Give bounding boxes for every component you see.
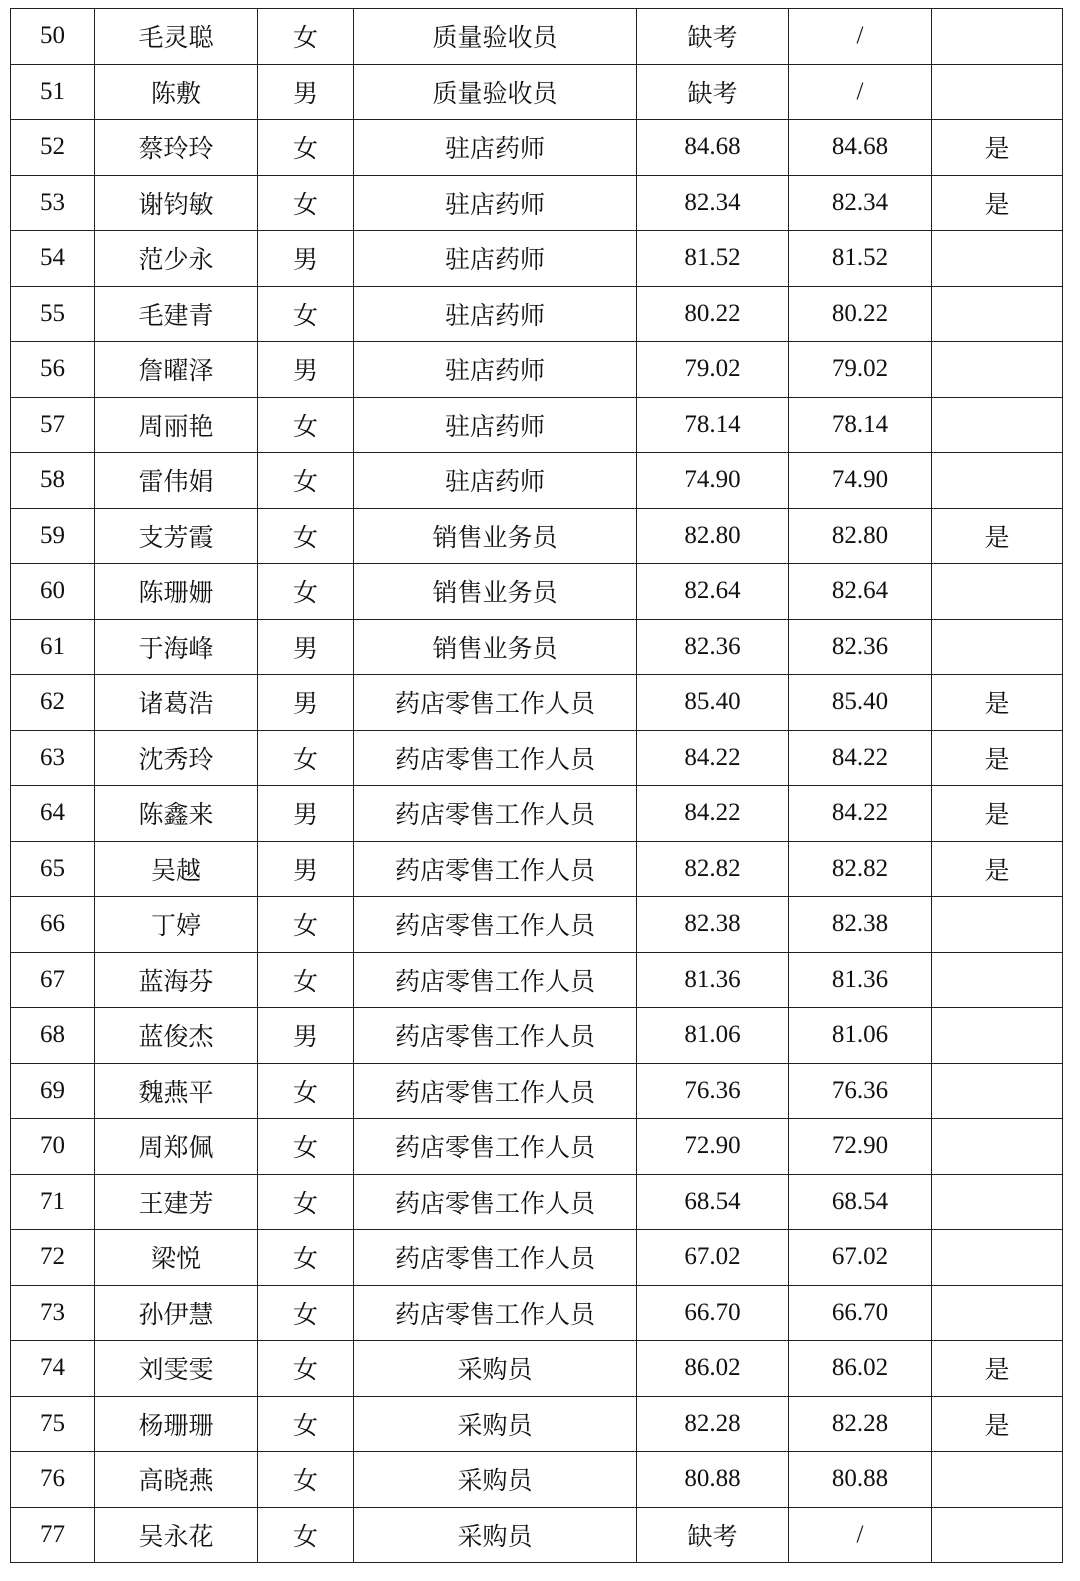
cell-name: 吴永花 xyxy=(95,1507,258,1563)
cell-position: 驻店药师 xyxy=(354,286,637,342)
cell-total-score: 79.02 xyxy=(789,342,932,398)
cell-seq-no: 69 xyxy=(11,1063,95,1119)
cell-interview-flag xyxy=(932,1285,1063,1341)
cell-seq-no: 76 xyxy=(11,1452,95,1508)
cell-position: 质量验收员 xyxy=(354,9,637,65)
cell-seq-no: 60 xyxy=(11,564,95,620)
cell-seq-no: 63 xyxy=(11,730,95,786)
cell-position: 药店零售工作人员 xyxy=(354,675,637,731)
table-row xyxy=(11,1285,1063,1341)
table-row xyxy=(11,1396,1063,1452)
cell-written-score: 79.02 xyxy=(637,342,789,398)
cell-total-score: / xyxy=(789,9,932,65)
cell-gender: 女 xyxy=(258,564,354,620)
cell-interview-flag: 是 xyxy=(932,841,1063,897)
cell-total-score: 74.90 xyxy=(789,453,932,509)
cell-written-score: 81.06 xyxy=(637,1008,789,1064)
cell-gender: 女 xyxy=(258,1452,354,1508)
cell-seq-no: 51 xyxy=(11,64,95,120)
cell-seq-no: 77 xyxy=(11,1507,95,1563)
cell-interview-flag: 是 xyxy=(932,786,1063,842)
cell-seq-no: 68 xyxy=(11,1008,95,1064)
cell-gender: 女 xyxy=(258,1285,354,1341)
cell-seq-no: 59 xyxy=(11,508,95,564)
cell-total-score: 68.54 xyxy=(789,1174,932,1230)
cell-name: 毛灵聪 xyxy=(95,9,258,65)
cell-seq-no: 70 xyxy=(11,1119,95,1175)
cell-total-score: 82.28 xyxy=(789,1396,932,1452)
cell-seq-no: 58 xyxy=(11,453,95,509)
cell-name: 蓝海芬 xyxy=(95,952,258,1008)
cell-interview-flag xyxy=(932,342,1063,398)
table-row xyxy=(11,1507,1063,1563)
table-row xyxy=(11,286,1063,342)
cell-gender: 女 xyxy=(258,1230,354,1286)
cell-gender: 女 xyxy=(258,1174,354,1230)
cell-name: 梁悦 xyxy=(95,1230,258,1286)
cell-interview-flag: 是 xyxy=(932,175,1063,231)
cell-gender: 女 xyxy=(258,1341,354,1397)
cell-total-score: / xyxy=(789,1507,932,1563)
cell-seq-no: 74 xyxy=(11,1341,95,1397)
cell-interview-flag xyxy=(932,1119,1063,1175)
cell-position: 药店零售工作人员 xyxy=(354,1119,637,1175)
cell-written-score: 84.22 xyxy=(637,730,789,786)
cell-written-score: 80.22 xyxy=(637,286,789,342)
table-row xyxy=(11,9,1063,65)
table-row xyxy=(11,730,1063,786)
cell-total-score: 82.34 xyxy=(789,175,932,231)
cell-written-score: 84.68 xyxy=(637,120,789,176)
cell-interview-flag xyxy=(932,1008,1063,1064)
cell-position: 驻店药师 xyxy=(354,231,637,287)
cell-position: 采购员 xyxy=(354,1452,637,1508)
cell-written-score: 82.38 xyxy=(637,897,789,953)
cell-written-score: 85.40 xyxy=(637,675,789,731)
table-row xyxy=(11,342,1063,398)
cell-position: 销售业务员 xyxy=(354,564,637,620)
table-row xyxy=(11,619,1063,675)
cell-seq-no: 52 xyxy=(11,120,95,176)
cell-position: 采购员 xyxy=(354,1396,637,1452)
cell-name: 陈鑫来 xyxy=(95,786,258,842)
cell-position: 驻店药师 xyxy=(354,453,637,509)
cell-seq-no: 67 xyxy=(11,952,95,1008)
cell-name: 范少永 xyxy=(95,231,258,287)
cell-seq-no: 64 xyxy=(11,786,95,842)
cell-written-score: 72.90 xyxy=(637,1119,789,1175)
cell-interview-flag xyxy=(932,897,1063,953)
cell-position: 销售业务员 xyxy=(354,508,637,564)
table-row xyxy=(11,175,1063,231)
cell-name: 丁婷 xyxy=(95,897,258,953)
cell-total-score: 85.40 xyxy=(789,675,932,731)
table-row xyxy=(11,397,1063,453)
cell-gender: 男 xyxy=(258,342,354,398)
cell-name: 于海峰 xyxy=(95,619,258,675)
cell-written-score: 66.70 xyxy=(637,1285,789,1341)
cell-seq-no: 54 xyxy=(11,231,95,287)
cell-written-score: 80.88 xyxy=(637,1452,789,1508)
table-row xyxy=(11,508,1063,564)
cell-position: 药店零售工作人员 xyxy=(354,897,637,953)
cell-seq-no: 55 xyxy=(11,286,95,342)
cell-interview-flag xyxy=(932,1507,1063,1563)
cell-total-score: 82.82 xyxy=(789,841,932,897)
cell-name: 杨珊珊 xyxy=(95,1396,258,1452)
cell-name: 支芳霞 xyxy=(95,508,258,564)
cell-name: 蔡玲玲 xyxy=(95,120,258,176)
cell-position: 药店零售工作人员 xyxy=(354,786,637,842)
cell-name: 毛建青 xyxy=(95,286,258,342)
cell-total-score: 80.22 xyxy=(789,286,932,342)
cell-name: 詹曜泽 xyxy=(95,342,258,398)
cell-position: 驻店药师 xyxy=(354,175,637,231)
cell-seq-no: 61 xyxy=(11,619,95,675)
table-row xyxy=(11,1119,1063,1175)
cell-gender: 男 xyxy=(258,675,354,731)
cell-interview-flag xyxy=(932,1452,1063,1508)
table-row xyxy=(11,1230,1063,1286)
results-table xyxy=(10,8,1063,1563)
cell-seq-no: 57 xyxy=(11,397,95,453)
table-body xyxy=(11,9,1063,1563)
cell-total-score: 81.36 xyxy=(789,952,932,1008)
cell-written-score: 78.14 xyxy=(637,397,789,453)
cell-gender: 男 xyxy=(258,1008,354,1064)
cell-written-score: 缺考 xyxy=(637,9,789,65)
cell-interview-flag xyxy=(932,619,1063,675)
cell-interview-flag xyxy=(932,952,1063,1008)
cell-position: 药店零售工作人员 xyxy=(354,1285,637,1341)
table-row xyxy=(11,64,1063,120)
cell-position: 药店零售工作人员 xyxy=(354,952,637,1008)
cell-total-score: 81.52 xyxy=(789,231,932,287)
table-row xyxy=(11,120,1063,176)
cell-name: 蓝俊杰 xyxy=(95,1008,258,1064)
cell-position: 采购员 xyxy=(354,1341,637,1397)
cell-seq-no: 53 xyxy=(11,175,95,231)
cell-seq-no: 72 xyxy=(11,1230,95,1286)
cell-name: 谢钧敏 xyxy=(95,175,258,231)
cell-total-score: 82.36 xyxy=(789,619,932,675)
cell-total-score: 86.02 xyxy=(789,1341,932,1397)
cell-position: 药店零售工作人员 xyxy=(354,841,637,897)
table-row xyxy=(11,1341,1063,1397)
cell-interview-flag xyxy=(932,1174,1063,1230)
cell-written-score: 82.64 xyxy=(637,564,789,620)
cell-position: 药店零售工作人员 xyxy=(354,1063,637,1119)
cell-written-score: 68.54 xyxy=(637,1174,789,1230)
cell-name: 雷伟娟 xyxy=(95,453,258,509)
cell-gender: 女 xyxy=(258,1396,354,1452)
cell-name: 魏燕平 xyxy=(95,1063,258,1119)
cell-seq-no: 71 xyxy=(11,1174,95,1230)
cell-written-score: 缺考 xyxy=(637,1507,789,1563)
cell-gender: 女 xyxy=(258,508,354,564)
table-row xyxy=(11,786,1063,842)
cell-position: 驻店药师 xyxy=(354,120,637,176)
cell-total-score: 84.22 xyxy=(789,730,932,786)
cell-position: 药店零售工作人员 xyxy=(354,1174,637,1230)
cell-seq-no: 56 xyxy=(11,342,95,398)
cell-name: 王建芳 xyxy=(95,1174,258,1230)
cell-gender: 女 xyxy=(258,1063,354,1119)
cell-gender: 男 xyxy=(258,231,354,287)
cell-gender: 男 xyxy=(258,64,354,120)
cell-total-score: 66.70 xyxy=(789,1285,932,1341)
cell-seq-no: 75 xyxy=(11,1396,95,1452)
cell-position: 采购员 xyxy=(354,1507,637,1563)
cell-written-score: 82.28 xyxy=(637,1396,789,1452)
cell-written-score: 67.02 xyxy=(637,1230,789,1286)
cell-gender: 女 xyxy=(258,1119,354,1175)
cell-position: 药店零售工作人员 xyxy=(354,730,637,786)
table-row xyxy=(11,675,1063,731)
cell-total-score: / xyxy=(789,64,932,120)
cell-total-score: 84.68 xyxy=(789,120,932,176)
cell-interview-flag xyxy=(932,64,1063,120)
cell-interview-flag: 是 xyxy=(932,675,1063,731)
table-row xyxy=(11,1452,1063,1508)
cell-written-score: 81.36 xyxy=(637,952,789,1008)
table-row xyxy=(11,952,1063,1008)
cell-written-score: 82.34 xyxy=(637,175,789,231)
cell-total-score: 80.88 xyxy=(789,1452,932,1508)
cell-name: 沈秀玲 xyxy=(95,730,258,786)
cell-name: 刘雯雯 xyxy=(95,1341,258,1397)
cell-total-score: 67.02 xyxy=(789,1230,932,1286)
cell-total-score: 82.80 xyxy=(789,508,932,564)
cell-written-score: 82.36 xyxy=(637,619,789,675)
table-row xyxy=(11,897,1063,953)
cell-interview-flag: 是 xyxy=(932,508,1063,564)
cell-interview-flag xyxy=(932,453,1063,509)
table-row xyxy=(11,231,1063,287)
cell-total-score: 81.06 xyxy=(789,1008,932,1064)
cell-name: 诸葛浩 xyxy=(95,675,258,731)
cell-position: 驻店药师 xyxy=(354,397,637,453)
cell-gender: 女 xyxy=(258,175,354,231)
cell-interview-flag: 是 xyxy=(932,1341,1063,1397)
cell-interview-flag xyxy=(932,397,1063,453)
cell-name: 吴越 xyxy=(95,841,258,897)
cell-position: 药店零售工作人员 xyxy=(354,1230,637,1286)
cell-gender: 女 xyxy=(258,453,354,509)
cell-written-score: 缺考 xyxy=(637,64,789,120)
cell-total-score: 84.22 xyxy=(789,786,932,842)
cell-gender: 女 xyxy=(258,952,354,1008)
cell-gender: 女 xyxy=(258,1507,354,1563)
cell-seq-no: 66 xyxy=(11,897,95,953)
cell-gender: 男 xyxy=(258,786,354,842)
cell-interview-flag xyxy=(932,564,1063,620)
cell-name: 陈敷 xyxy=(95,64,258,120)
table-row xyxy=(11,564,1063,620)
cell-total-score: 72.90 xyxy=(789,1119,932,1175)
table-row xyxy=(11,841,1063,897)
cell-seq-no: 65 xyxy=(11,841,95,897)
cell-interview-flag xyxy=(932,286,1063,342)
cell-seq-no: 62 xyxy=(11,675,95,731)
cell-total-score: 78.14 xyxy=(789,397,932,453)
cell-position: 销售业务员 xyxy=(354,619,637,675)
cell-name: 陈珊姗 xyxy=(95,564,258,620)
cell-gender: 女 xyxy=(258,397,354,453)
cell-total-score: 82.38 xyxy=(789,897,932,953)
cell-position: 质量验收员 xyxy=(354,64,637,120)
table-row xyxy=(11,453,1063,509)
table-row xyxy=(11,1063,1063,1119)
cell-written-score: 84.22 xyxy=(637,786,789,842)
cell-written-score: 82.80 xyxy=(637,508,789,564)
cell-interview-flag xyxy=(932,231,1063,287)
cell-gender: 女 xyxy=(258,897,354,953)
cell-name: 周丽艳 xyxy=(95,397,258,453)
cell-interview-flag: 是 xyxy=(932,730,1063,786)
cell-gender: 女 xyxy=(258,9,354,65)
cell-gender: 女 xyxy=(258,286,354,342)
cell-gender: 男 xyxy=(258,841,354,897)
cell-written-score: 82.82 xyxy=(637,841,789,897)
cell-name: 孙伊慧 xyxy=(95,1285,258,1341)
cell-written-score: 81.52 xyxy=(637,231,789,287)
cell-interview-flag xyxy=(932,1063,1063,1119)
cell-interview-flag: 是 xyxy=(932,120,1063,176)
cell-total-score: 76.36 xyxy=(789,1063,932,1119)
table-row xyxy=(11,1174,1063,1230)
cell-name: 周郑佩 xyxy=(95,1119,258,1175)
results-sheet xyxy=(10,8,1062,1563)
cell-written-score: 74.90 xyxy=(637,453,789,509)
cell-gender: 女 xyxy=(258,120,354,176)
cell-interview-flag: 是 xyxy=(932,1396,1063,1452)
cell-seq-no: 50 xyxy=(11,9,95,65)
cell-seq-no: 73 xyxy=(11,1285,95,1341)
cell-interview-flag xyxy=(932,9,1063,65)
cell-gender: 女 xyxy=(258,730,354,786)
table-row xyxy=(11,1008,1063,1064)
cell-gender: 男 xyxy=(258,619,354,675)
cell-total-score: 82.64 xyxy=(789,564,932,620)
cell-position: 药店零售工作人员 xyxy=(354,1008,637,1064)
cell-position: 驻店药师 xyxy=(354,342,637,398)
cell-name: 高晓燕 xyxy=(95,1452,258,1508)
cell-interview-flag xyxy=(932,1230,1063,1286)
cell-written-score: 76.36 xyxy=(637,1063,789,1119)
cell-written-score: 86.02 xyxy=(637,1341,789,1397)
